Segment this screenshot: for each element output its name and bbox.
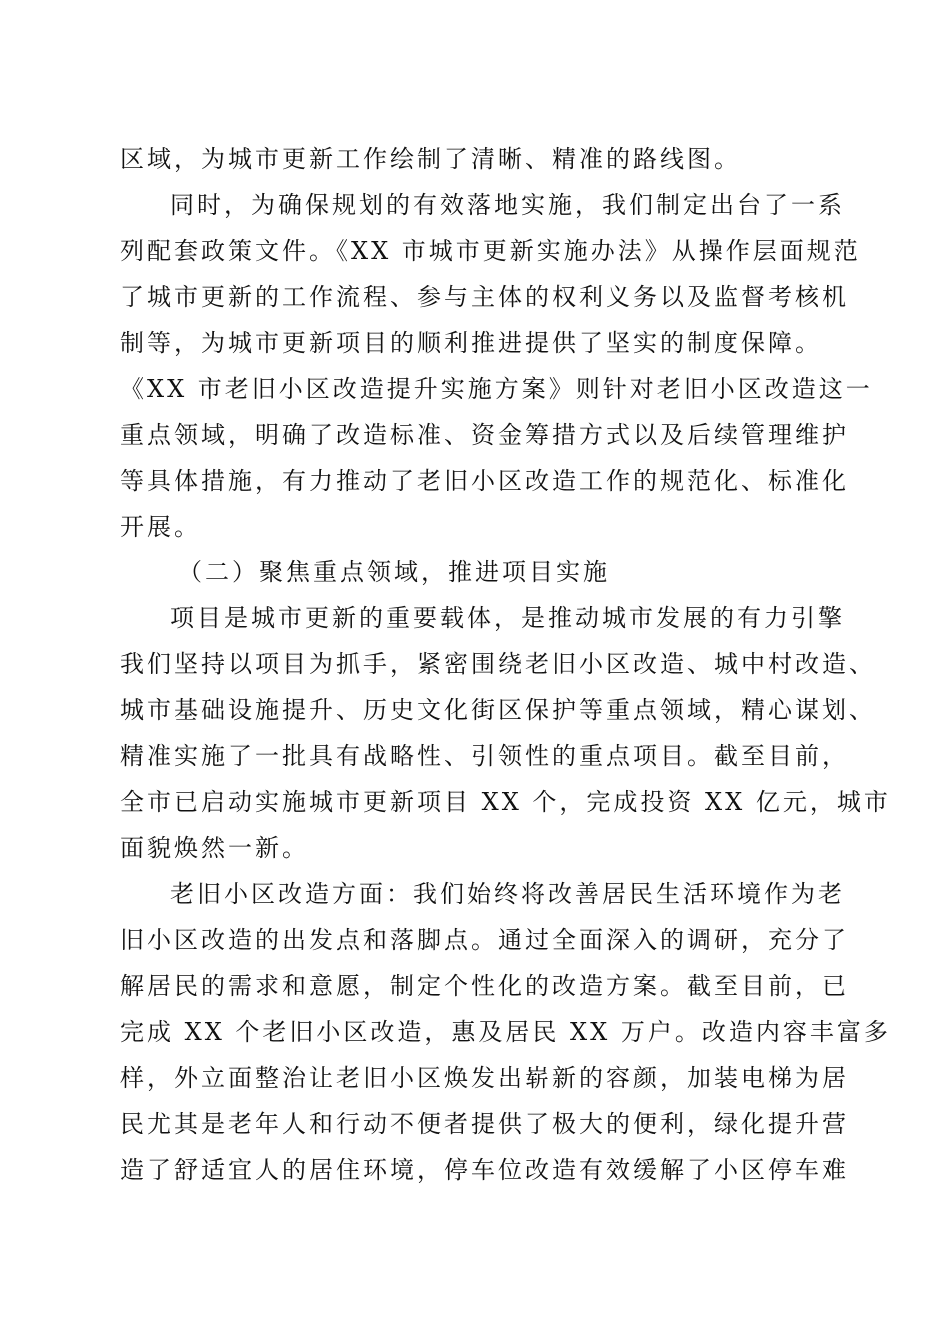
paragraph-line: 旧小区改造的出发点和落脚点。通过全面深入的调研，充分了: [120, 926, 849, 954]
paragraph-line: 同时，为确保规划的有效落地实施，我们制定出台了一系: [170, 191, 845, 219]
paragraph-line: 区域，为城市更新工作绘制了清晰、精准的路线图。: [120, 145, 741, 173]
paragraph-line: 民尤其是老年人和行动不便者提供了极大的便利，绿化提升营: [120, 1110, 849, 1138]
paragraph-line: 我们坚持以项目为抓手，紧密围绕老旧小区改造、城中村改造、: [120, 650, 876, 678]
paragraph-line: 制等，为城市更新项目的顺利推进提供了坚实的制度保障。: [120, 329, 822, 357]
paragraph-line: 重点领域，明确了改造标准、资金筹措方式以及后续管理维护: [120, 421, 849, 449]
paragraph-line: 项目是城市更新的重要载体，是推动城市发展的有力引擎: [170, 604, 845, 632]
paragraph-line: 精准实施了一批具有战略性、引领性的重点项目。截至目前，: [120, 742, 849, 770]
paragraph-line: 了城市更新的工作流程、参与主体的权利义务以及监督考核机: [120, 283, 849, 311]
paragraph-line: 样，外立面整治让老旧小区焕发出崭新的容颜，加装电梯为居: [120, 1064, 849, 1092]
paragraph-line: 全市已启动实施城市更新项目 XX 个，完成投资 XX 亿元，城市: [120, 788, 891, 816]
section-heading: （二）聚焦重点领域，推进项目实施: [178, 558, 610, 586]
paragraph-line: 等具体措施，有力推动了老旧小区改造工作的规范化、标准化: [120, 467, 849, 495]
paragraph-line: 城市基础设施提升、历史文化街区保护等重点领域，精心谋划、: [120, 696, 876, 724]
paragraph-line: 开展。: [120, 513, 201, 541]
paragraph-line: 完成 XX 个老旧小区改造，惠及居民 XX 万户。改造内容丰富多: [120, 1018, 891, 1046]
paragraph-line: 造了舒适宜人的居住环境，停车位改造有效缓解了小区停车难: [120, 1156, 849, 1184]
paragraph-line: 列配套政策文件。《XX 市城市更新实施办法》从操作层面规范: [120, 237, 861, 265]
paragraph-line: 老旧小区改造方面：我们始终将改善居民生活环境作为老: [170, 880, 845, 908]
paragraph-line: 《XX 市老旧小区改造提升实施方案》则针对老旧小区改造这一: [120, 375, 873, 403]
paragraph-line: 解居民的需求和意愿，制定个性化的改造方案。截至目前，已: [120, 972, 849, 1000]
paragraph-line: 面貌焕然一新。: [120, 834, 309, 862]
